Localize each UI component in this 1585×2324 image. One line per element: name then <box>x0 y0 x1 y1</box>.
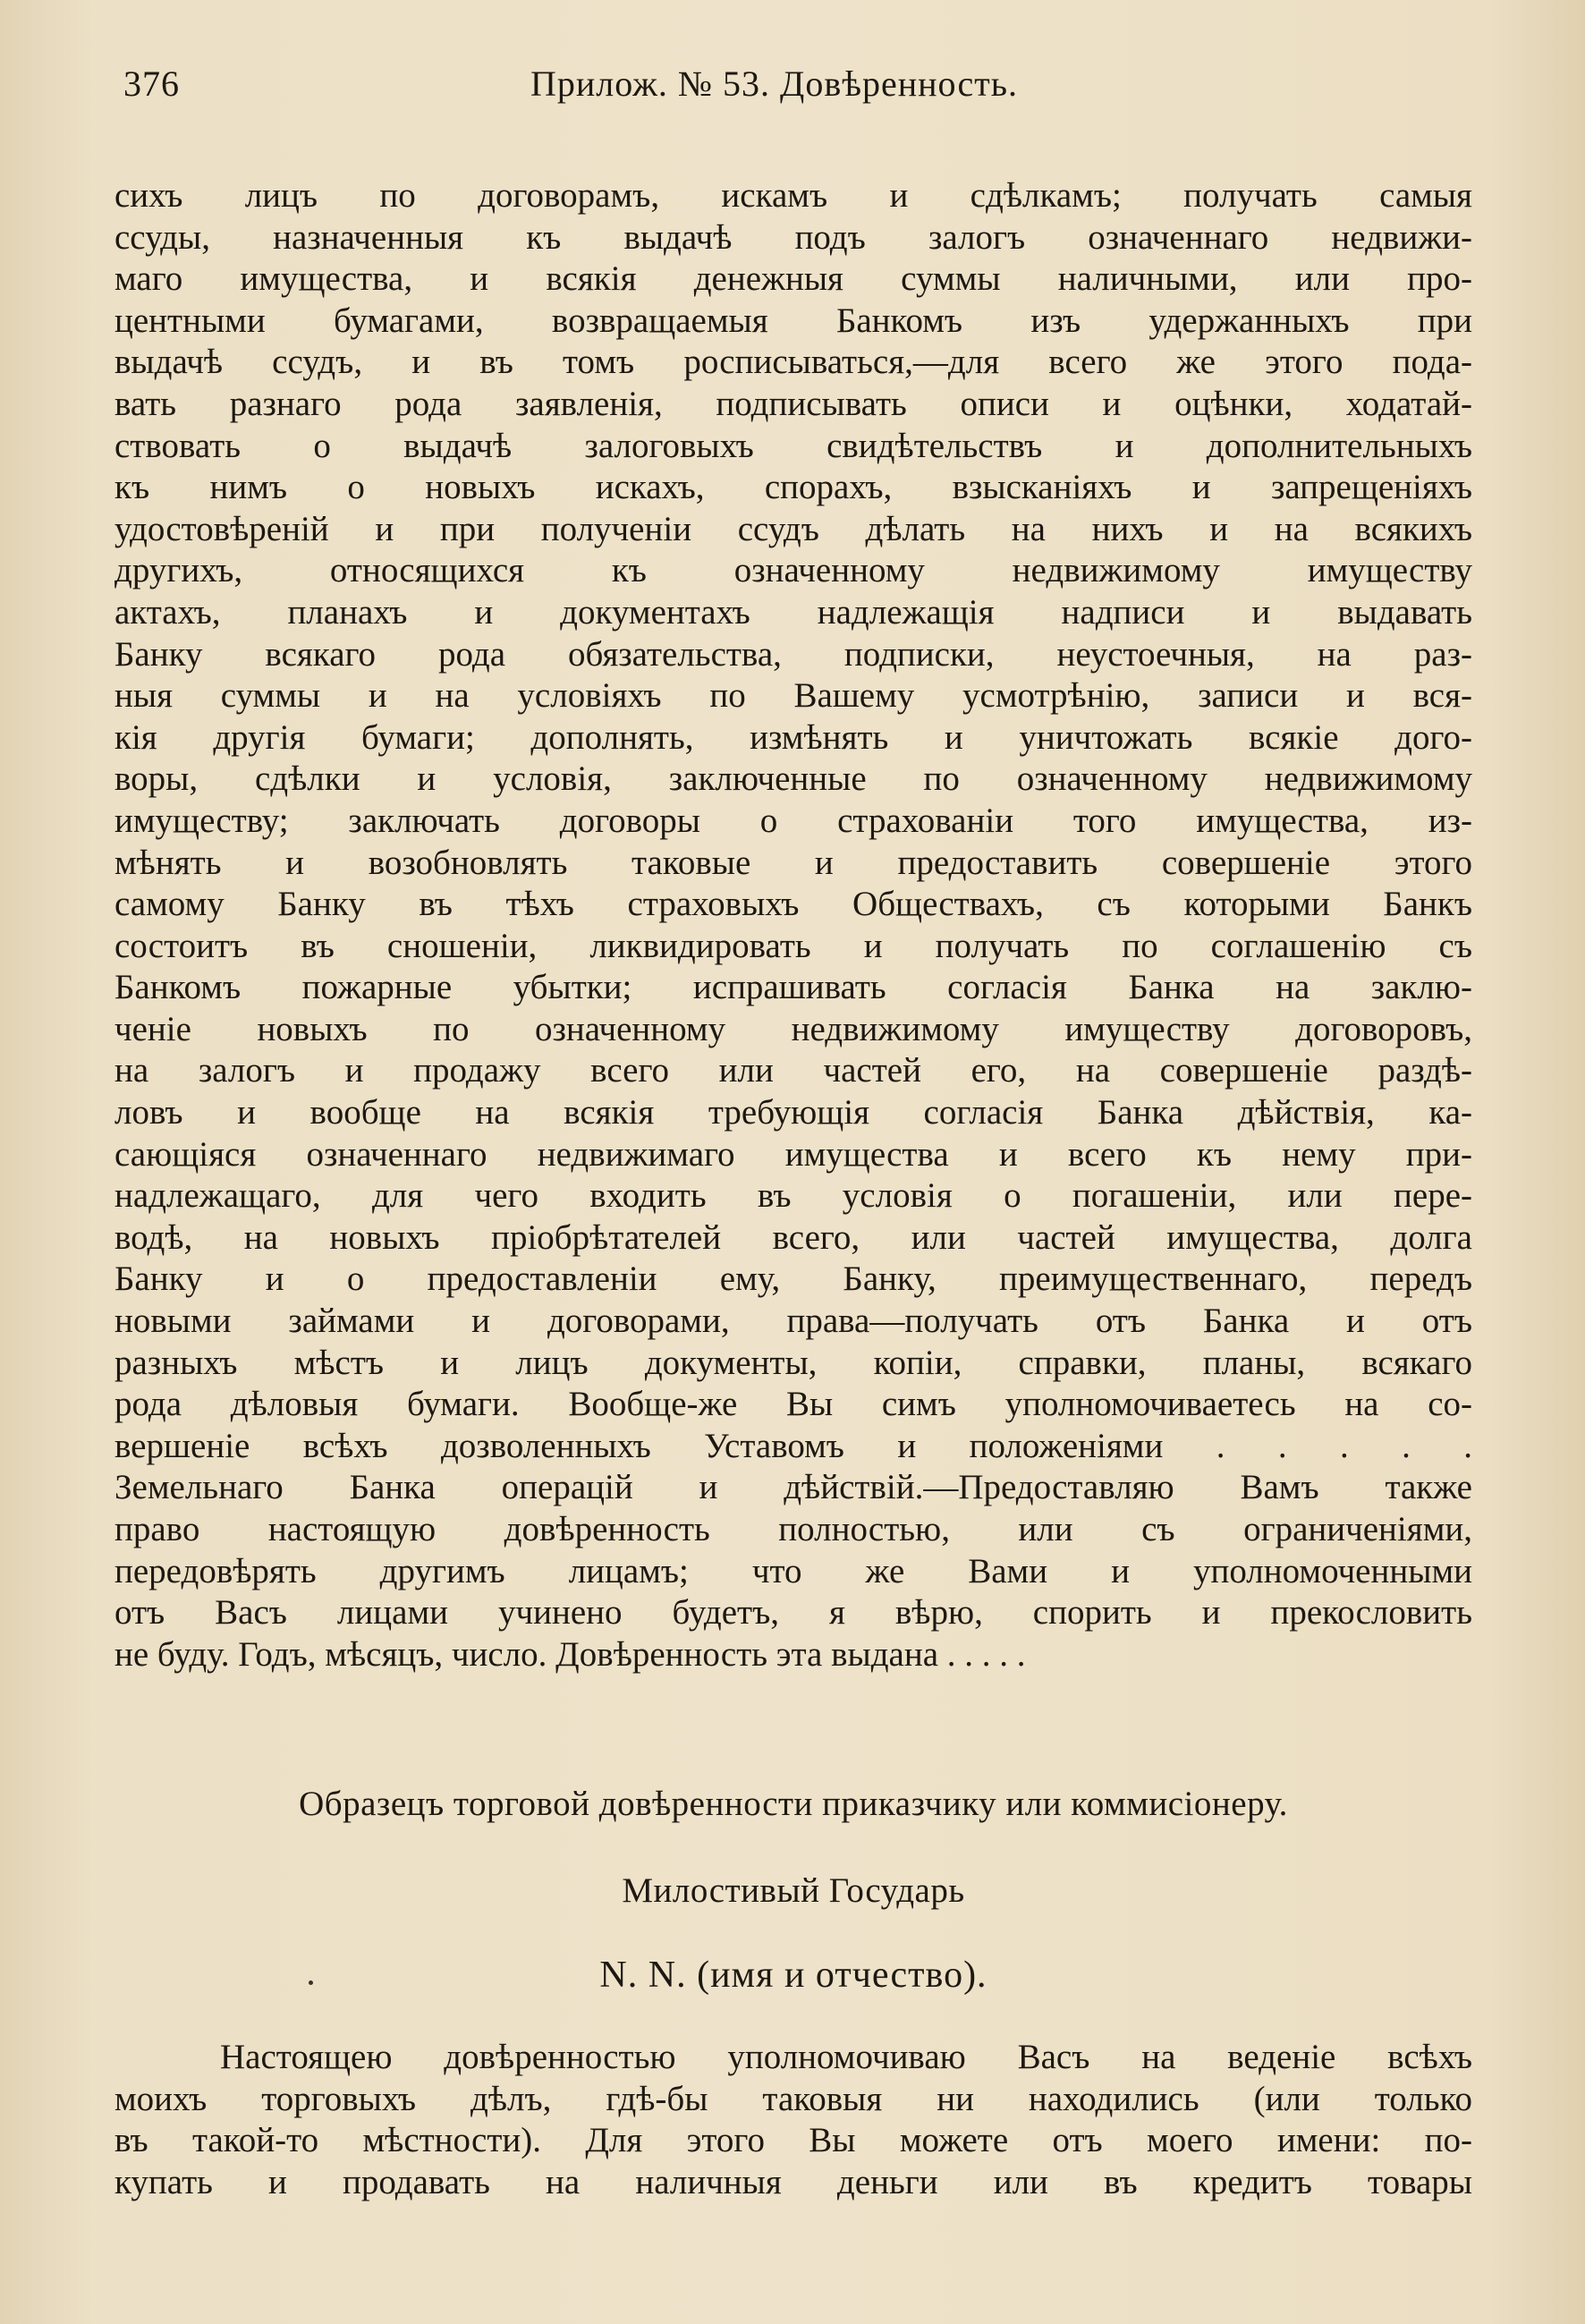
text-line: купать и продавать на наличныя деньги или въ кредитъ товары <box>114 2162 1472 2201</box>
text-line: актахъ, планахъ и документахъ надлежащія надписи и выдавать <box>114 592 1472 632</box>
text-line: новыми займами и договорами, права—получать отъ Банка и отъ <box>114 1302 1472 1341</box>
text-line: воры, сдѣлки и условія, заключенные по означенному недвижимому <box>114 759 1472 799</box>
text-line: выдачѣ ссудъ, и въ томъ росписываться,—для всего же этого пода- <box>114 343 1472 382</box>
text-line: на залогъ и продажу всего или частей его, на совершеніе раздѣ- <box>114 1051 1472 1090</box>
text-line: состоитъ въ сношеніи, ликвидировать и получать по соглашенію съ <box>114 926 1472 965</box>
text-line: Банкомъ пожарные убытки; испрашивать согласія Банка на заклю- <box>114 968 1472 1007</box>
text-line: Банку всякаго рода обязательства, подписки, неустоечныя, на раз- <box>114 634 1472 674</box>
text-line: въ такой-то мѣстности). Для этого Вы можете отъ моего имени: по- <box>114 2121 1472 2160</box>
text-line: Земельнаго Банка операцій и дѣйствій.—Предоставляю Вамъ также <box>114 1468 1472 1507</box>
text-line: имуществу; заключать договоры о страхованіи того имущества, из- <box>114 801 1472 840</box>
text-line: ловъ и вообще на всякія требующія согласія Банка дѣйствія, ка- <box>114 1093 1472 1132</box>
section-heading: Образецъ торговой довѣренности приказчику или коммисіонеру. <box>299 1785 1288 1823</box>
text-line: вершеніе всѣхъ дозволенныхъ Уставомъ и положеніями . . . . . <box>114 1426 1472 1465</box>
text-line: кія другія бумаги; дополнять, измѣнять и уничтожать всякіе дого- <box>114 717 1472 757</box>
text-line: центными бумагами, возвращаемыя Банкомъ изъ удержанныхъ при <box>114 301 1472 340</box>
text-line: мѣнять и возобновлять таковые и предоставить совершеніе этого <box>114 843 1472 882</box>
text-line: ствовать о выдачѣ залоговыхъ свидѣтельствъ и дополнительныхъ <box>114 426 1472 465</box>
salutation: Милостивый Государь <box>622 1871 965 1910</box>
page-header <box>123 63 1469 116</box>
text-line: ченіе новыхъ по означенному недвижимому имуществу договоровъ, <box>114 1009 1472 1048</box>
text-line: водѣ, на новыхъ пріобрѣтателей всего, или частей имущества, долга <box>114 1217 1472 1257</box>
page-number: 376 <box>123 64 180 104</box>
text-line: разныхъ мѣстъ и лицъ документы, копіи, справки, планы, всякаго <box>114 1343 1472 1382</box>
text-line: ныя суммы и на условіяхъ по Вашему усмотрѣнію, записи и вся- <box>114 676 1472 716</box>
paragraph-power-of-attorney-continued <box>114 175 1472 1675</box>
text-line: рода дѣловыя бумаги. Вообще-же Вы симъ уполномочиваетесь на со- <box>114 1385 1472 1424</box>
text-line: не буду. Годъ, мѣсяцъ, число. Довѣренность эта выдана . . . . . <box>114 1634 1026 1674</box>
text-line: вать разнаго рода заявленія, подписывать описи и оцѣнки, ходатай- <box>114 384 1472 423</box>
text-line: Банку и о предоставленіи ему, Банку, преимущественнаго, передъ <box>114 1260 1472 1299</box>
text-line: отъ Васъ лицами учинено будетъ, я вѣрю, спорить и прекословить <box>114 1593 1472 1633</box>
text-line: другихъ, относящихся къ означенному недвижимому имуществу <box>114 551 1472 590</box>
text-line: самому Банку въ тѣхъ страховыхъ Обществахъ, съ которыми Банкъ <box>114 885 1472 924</box>
paragraph-trade-power-of-attorney <box>114 2037 1472 2203</box>
text-line: ссуды, назначенныя къ выдачѣ подъ залогъ означеннаго недвижи- <box>114 217 1472 257</box>
text-line: моихъ торговыхъ дѣлъ, гдѣ-бы таковыя ни находились (или только <box>114 2079 1472 2118</box>
text-line: сающіяся означеннаго недвижимаго имущества и всего къ нему при- <box>114 1134 1472 1174</box>
text-line: Настоящею довѣренностью уполномочиваю Васъ на веденіе всѣхъ <box>220 2038 1472 2076</box>
running-title: Прилож. № 53. Довѣренность. <box>530 64 1018 104</box>
text-line: надлежащаго, для чего входить въ условія о погашеніи, или пере- <box>114 1176 1472 1216</box>
addressee: N. N. (имя и отчество). <box>599 1955 987 1996</box>
text-line: къ нимъ о новыхъ искахъ, спорахъ, взысканіяхъ и запрещеніяхъ <box>114 468 1472 507</box>
text-line: удостовѣреній и при полученіи ссудъ дѣлать на нихъ и на всякихъ <box>114 509 1472 548</box>
text-line: передовѣрять другимъ лицамъ; что же Вами и уполномоченными <box>114 1551 1472 1590</box>
text-line: сихъ лицъ по договорамъ, искамъ и сдѣлкамъ; получать самыя <box>114 176 1472 215</box>
text-line: маго имущества, и всякія денежныя суммы наличными, или про- <box>114 259 1472 299</box>
text-line: право настоящую довѣренность полностью, или съ ограниченіями, <box>114 1510 1472 1548</box>
